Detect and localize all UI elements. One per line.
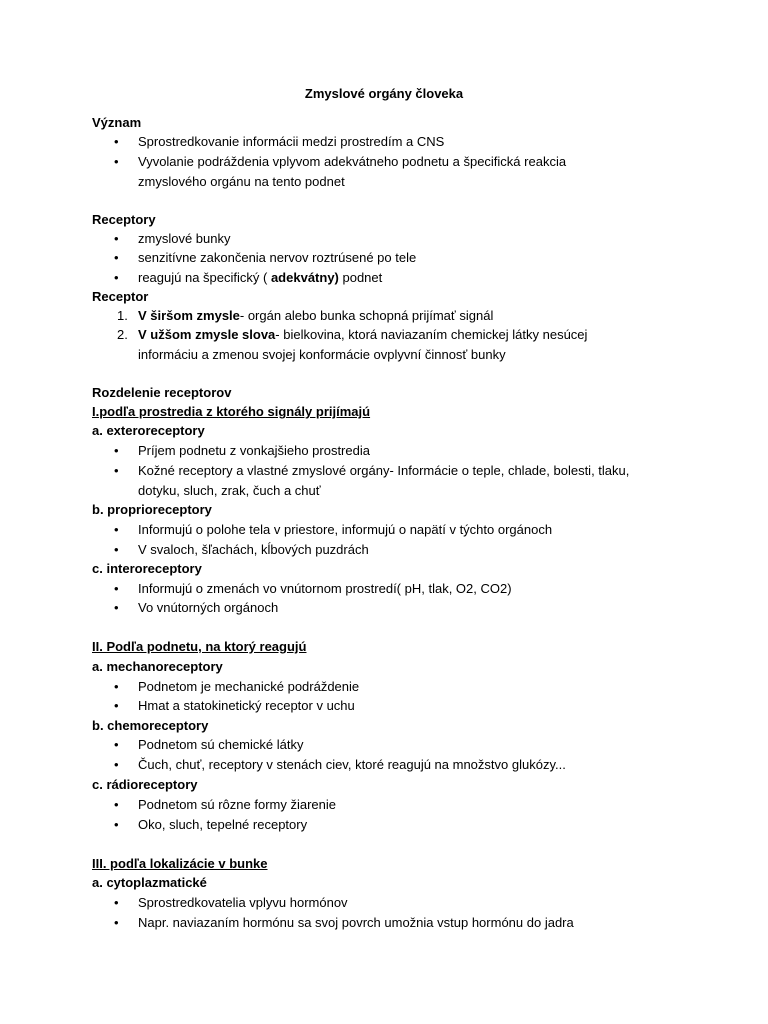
item-number: 2. [117, 327, 128, 342]
list-item-bold: adekvátny) [270, 270, 339, 285]
list-item: • Napr. naviazaním hormónu sa svoj povrch umožnia vstup hormónu do jadra [138, 913, 574, 933]
numbered-item-continuation: informáciu a zmenou svojej konformácie ovplyvní činnosť bunky [138, 347, 506, 362]
section-heading-receptor: Receptor [92, 289, 149, 304]
item-term: V širšom zmysle [138, 308, 240, 323]
list-item: • V svaloch, šľachách, kĺbových puzdrách [138, 540, 369, 560]
list-item-continuation: zmyslového orgánu na tento podnet [138, 174, 345, 189]
item-definition: - orgán alebo bunka schopná prijímať signál [239, 308, 494, 323]
category-label: a. mechanoreceptory [92, 659, 223, 674]
list-item: • Kožné receptory a vlastné zmyslové orgány- Informácie o teple, chlade, bolesti, tlaku, [138, 461, 629, 481]
list-item-text: reagujú na špecifický ( [138, 270, 271, 285]
list-item [138, 268, 382, 288]
list-item: • Podnetom sú chemické látky [138, 735, 303, 755]
item-term: V užšom zmysle slova [138, 327, 276, 342]
document-title: Zmyslové orgány človeka [304, 86, 464, 101]
section-heading-receptory: Receptory [92, 212, 156, 227]
category-label: a. cytoplazmatické [92, 875, 207, 890]
list-item: • Podnetom je mechanické podráždenie [138, 677, 359, 697]
list-item: • Informujú o zmenách vo vnútornom prostredí( pH, tlak, O2, CO2) [138, 579, 512, 599]
category-label: a. exteroreceptory [92, 423, 205, 438]
section-heading-rozdelenie: Rozdelenie receptorov [92, 385, 232, 400]
list-item: • zmyslové bunky [138, 229, 230, 249]
category-label: c. interoreceptory [92, 561, 202, 576]
category-label: b. proprioreceptory [92, 502, 212, 517]
subsection-heading: II. Podľa podnetu, na ktorý reagujú [92, 639, 307, 654]
list-item: • Vo vnútorných orgánoch [138, 598, 278, 618]
item-definition: - bielkovina, ktorá naviazaním chemickej látky nesúcej [275, 327, 588, 342]
list-item: • Podnetom sú rôzne formy žiarenie [138, 795, 336, 815]
numbered-item [117, 325, 588, 345]
list-item: • Informujú o polohe tela v priestore, informujú o napätí v týchto orgánoch [138, 520, 552, 540]
list-item: • Hmat a statokinetický receptor v uchu [138, 696, 355, 716]
list-item: • Sprostredkovatelia vplyvu hormónov [138, 893, 348, 913]
list-item: • Čuch, chuť, receptory v stenách ciev, ktoré reagujú na množstvo glukózy... [138, 755, 566, 775]
subsection-heading: I.podľa prostredia z ktorého signály prijímajú [92, 404, 371, 419]
numbered-item [117, 306, 494, 326]
category-label: c. rádioreceptory [92, 777, 198, 792]
item-number: 1. [117, 308, 128, 323]
list-item: • Vyvolanie podráždenia vplyvom adekvátneho podnetu a špecifická reakcia [138, 152, 566, 172]
list-item-text: podnet [338, 270, 383, 285]
list-item: • Sprostredkovanie informácii medzi prostredím a CNS [138, 132, 444, 152]
list-item: • Príjem podnetu z vonkajšieho prostredia [138, 441, 370, 461]
section-heading-vyznam: Význam [92, 115, 142, 130]
list-item: • senzitívne zakončenia nervov roztrúsené po tele [138, 248, 416, 268]
list-item: • Oko, sluch, tepelné receptory [138, 815, 307, 835]
list-item-continuation: dotyku, sluch, zrak, čuch a chuť [138, 483, 321, 498]
category-label: b. chemoreceptory [92, 718, 209, 733]
subsection-heading: III. podľa lokalizácie v bunke [92, 856, 268, 871]
